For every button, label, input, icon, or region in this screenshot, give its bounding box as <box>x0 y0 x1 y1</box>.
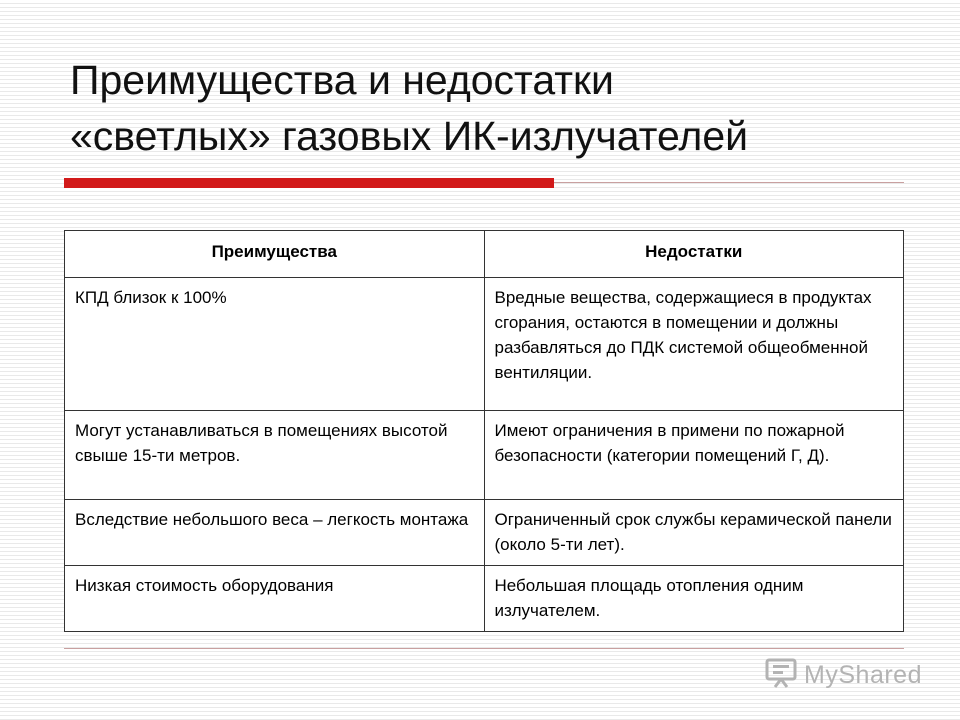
disadvantage-cell: Ограниченный срок службы керамической панели (около 5-ти лет). <box>484 500 904 566</box>
table-row <box>65 566 904 632</box>
header-advantages: Преимущества <box>65 231 485 278</box>
slide-title-line-2: «светлых» газовых ИК-излучателей <box>70 113 749 159</box>
slide-title-line-1: Преимущества и недостатки <box>70 57 614 103</box>
watermark <box>764 656 922 695</box>
comparison-table-container <box>64 230 904 632</box>
watermark-text: MyShared <box>804 661 922 689</box>
advantage-cell: КПД близок к 100% <box>65 278 485 411</box>
disadvantage-cell: Вредные вещества, содержащиеся в продуктах сгорания, остаются в помещении и должны разбавляться до ПДК системой общеобменной вентиляции. <box>484 278 904 411</box>
table-row <box>65 278 904 411</box>
table-row <box>65 500 904 566</box>
presentation-board-icon <box>764 656 804 695</box>
advantage-cell: Низкая стоимость оборудования <box>65 566 485 632</box>
comparison-table <box>64 230 904 632</box>
advantage-cell: Вследствие небольшого веса – легкость монтажа <box>65 500 485 566</box>
title-accent-bar <box>64 178 554 188</box>
disadvantage-cell: Небольшая площадь отопления одним излучателем. <box>484 566 904 632</box>
slide-title <box>70 52 910 164</box>
advantage-cell: Могут устанавливаться в помещениях высотой свыше 15-ти метров. <box>65 411 485 500</box>
bottom-rule <box>64 648 904 649</box>
disadvantage-cell: Имеют ограничения в примени по пожарной безопасности (категории помещений Г, Д). <box>484 411 904 500</box>
header-disadvantages: Недостатки <box>484 231 904 278</box>
table-header-row <box>65 231 904 278</box>
table-row <box>65 411 904 500</box>
